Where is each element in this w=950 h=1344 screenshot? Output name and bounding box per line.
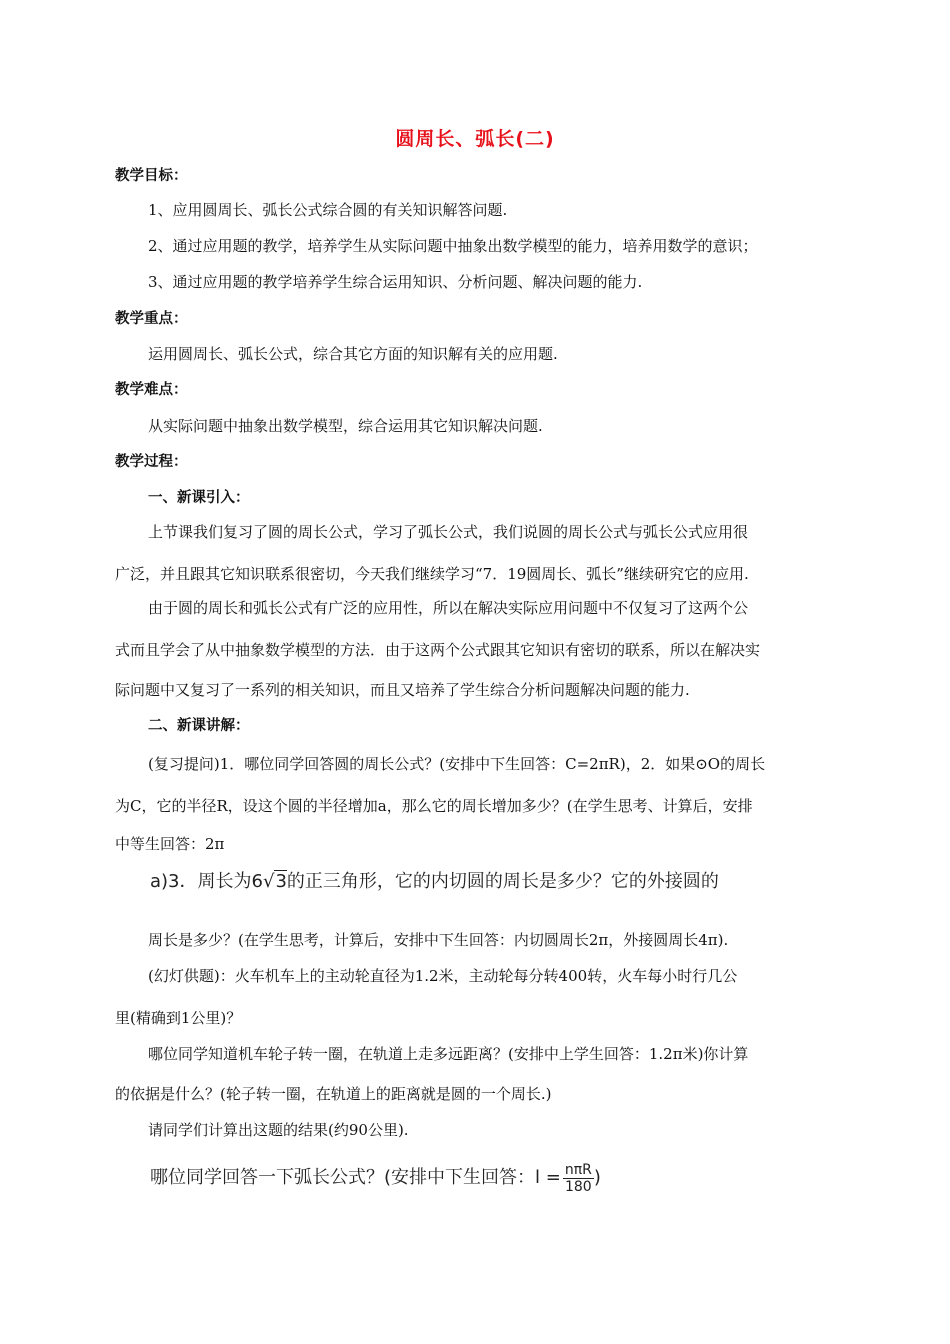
goal-item: 1、应用圆周长、弧长公式综合圆的有关知识解答问题. xyxy=(148,201,508,219)
paragraph-line: 上节课我们复习了圆的周长公式，学习了弧长公式，我们说圆的周长公式与弧长公式应用很 xyxy=(148,523,749,541)
paragraph-line: 里(精确到1公里)？ xyxy=(115,1009,242,1027)
key-text: 运用圆周长、弧长公式，综合其它方面的知识解有关的应用题. xyxy=(148,345,558,363)
paragraph-line: 中等生回答：2π xyxy=(115,835,225,853)
q3-prefix: a)3．周长为6 xyxy=(150,871,263,892)
paragraph-line: (复习提问)1．哪位同学回答圆的周长公式？(安排中下生回答：C=2πR)，2．如果⊙O的周长 xyxy=(148,755,766,773)
paragraph-line: 请同学们计算出这题的结果(约90公里). xyxy=(148,1121,409,1139)
paragraph-line: (幻灯供题)：火车机车上的主动轮直径为1.2米，主动轮每分转400转，火车每小时行几公 xyxy=(148,967,738,985)
section1-heading: 一、新课引入： xyxy=(148,490,250,506)
page-title: 圆周长、弧长(二) xyxy=(395,128,555,150)
process-heading: 教学过程： xyxy=(115,454,188,470)
difficulty-text: 从实际问题中抽象出数学模型，综合运用其它知识解决问题. xyxy=(148,417,543,435)
goal-item: 3、通过应用题的教学培养学生综合运用知识、分析问题、解决问题的能力. xyxy=(148,273,643,291)
question-3-image xyxy=(150,872,880,892)
paragraph-line: 的依据是什么？(轮子转一圈，在轨道上的距离就是圆的一个周长.) xyxy=(115,1085,552,1103)
arc-lhs: l = xyxy=(535,1167,561,1188)
sqrt-symbol: √ xyxy=(262,871,275,892)
paragraph-line: 哪位同学知道机车轮子转一圈，在轨道上走多远距离？(安排中上学生回答：1.2π米)你计算 xyxy=(148,1045,749,1063)
paragraph-line: 式而且学会了从中抽象数学模型的方法．由于这两个公式跟其它知识有密切的联系，所以在解决实 xyxy=(115,641,761,659)
arc-text: 哪位同学回答一下弧长公式？(安排中下生回答： xyxy=(150,1167,536,1188)
paragraph-line: 周长是多少？(在学生思考，计算后，安排中下生回答：内切圆周长2π，外接圆周长4π). xyxy=(148,931,729,949)
goals-heading: 教学目标： xyxy=(115,168,188,184)
arc-length-formula-image xyxy=(150,1160,880,1196)
paragraph-line: 广泛，并且跟其它知识联系很密切，今天我们继续学习“7．19圆周长、弧长”继续研究它的应用. xyxy=(115,565,749,583)
paragraph-line: 际问题中又复习了一系列的相关知识，而且又培养了学生综合分析问题解决问题的能力. xyxy=(115,681,690,699)
arc-fraction xyxy=(563,1162,594,1195)
difficulty-heading: 教学难点： xyxy=(115,382,188,398)
q3-suffix: 的正三角形，它的内切圆的周长是多少？它的外接圆的 xyxy=(286,871,719,892)
goal-item: 2、通过应用题的教学，培养学生从实际问题中抽象出数学模型的能力，培养用数学的意识； xyxy=(148,237,758,255)
arc-close: ) xyxy=(593,1167,601,1188)
arc-numerator: nπR xyxy=(564,1161,592,1178)
paragraph-line: 为C，它的半径R，设这个圆的半径增加a，那么它的周长增加多少？(在学生思考、计算后，安排 xyxy=(115,797,753,815)
paragraph-line: 由于圆的周长和弧长公式有广泛的应用性，所以在解决实际应用问题中不仅复习了这两个公 xyxy=(148,599,749,617)
q3-radicand: 3 xyxy=(275,871,287,892)
section2-heading: 二、新课讲解： xyxy=(148,718,250,734)
arc-denominator: 180 xyxy=(564,1178,592,1195)
key-heading: 教学重点： xyxy=(115,311,188,327)
